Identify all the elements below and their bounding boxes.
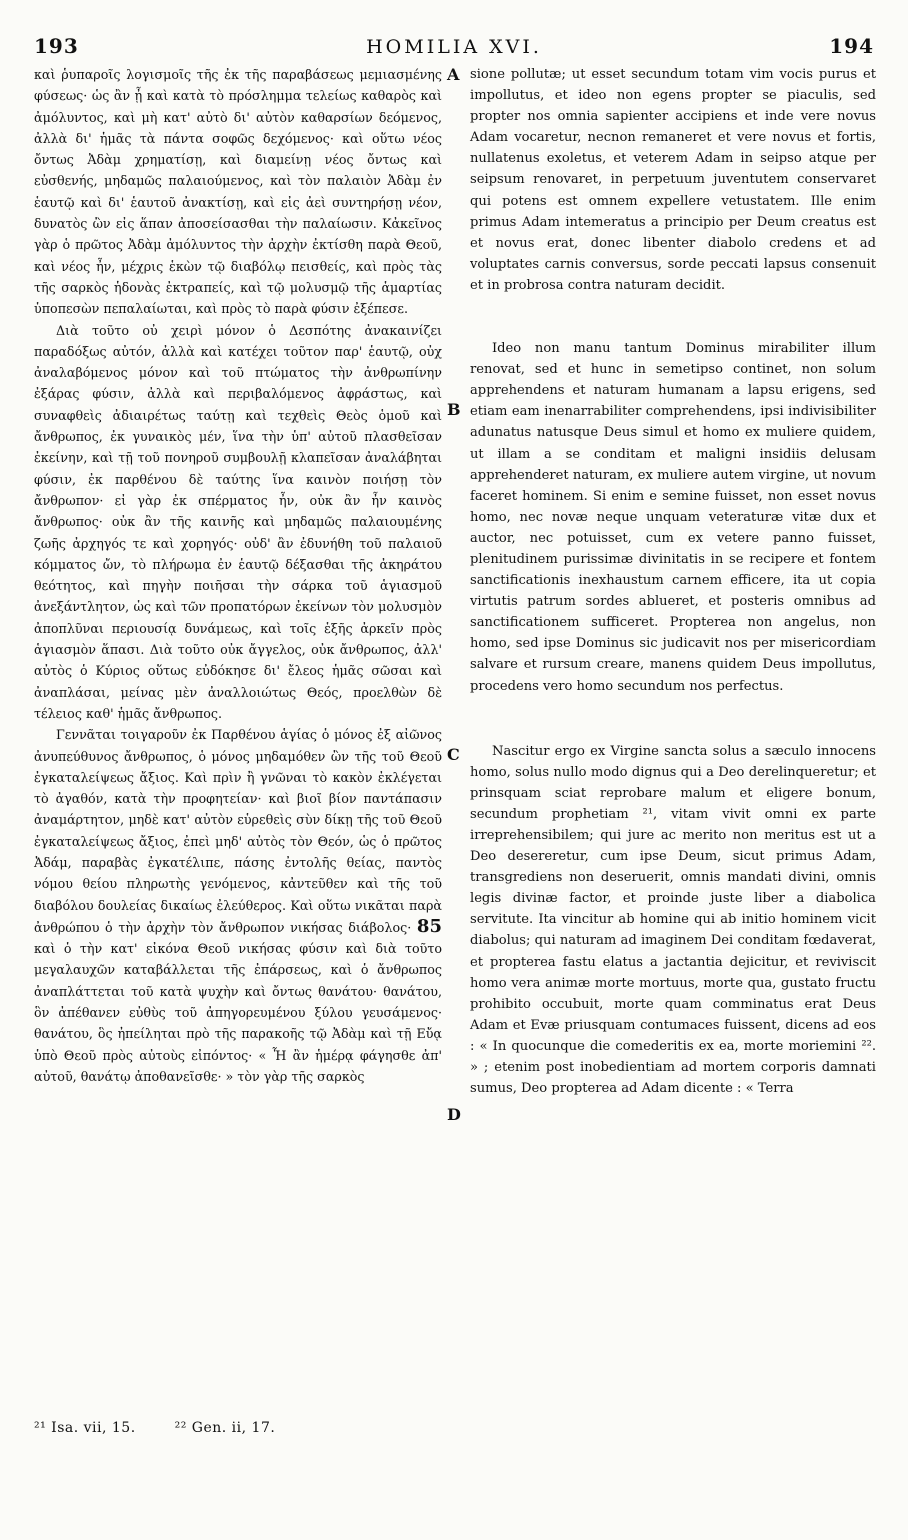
margin-letter-c: C <box>447 745 460 764</box>
column-number: 85 <box>416 915 442 937</box>
margin-letter-a: A <box>447 65 460 84</box>
greek-paragraph-3-part-a: Γεννᾶται τοιγαροῦν ἐκ Παρθένου ἁγίας ὁ μόνος ἐξ αἰῶνος ἀνυπεύθυνος ἄνθρωπος, ὁ μόνος μηδαμόθεν ὢν τῆς τοῦ Θεοῦ ἐγκαταλείψεως ἄξιος. Καὶ πρὶν ἢ γνῶναι τὸ κακὸν ἐκλέγεται τὸ ἀγαθόν, κατὰ τὴν προφητείαν· καὶ βιοῖ βίον παντάπασιν ἀναμάρτητον, μηδὲ κατ' αὐτὸν εὑρεθεὶς σὺν δίκῃ τῆς τοῦ Θεοῦ ἐγκαταλείψεως ἄξιος, ἐπεὶ μηδ' αὐτὸς τὸν Θεόν, ὡς ὁ πρῶτος Ἀδάμ, παραβὰς ἐγκατέλιπε, πάσης ἐντολῆς θείας, παντὸς νόμου θείου πληρωτὴς γενόμενος, κἀντεῦθεν καὶ τῆς τοῦ διαβόλου δουλείας δικαίως ἐλεύθερος. Καὶ οὕτω νικᾶται παρὰ ἀνθρώπου ὁ τὴν ἀρχὴν τὸν ἄνθρωπον νικήσας διάβολος· <box>34 727 442 935</box>
right-page-number: 194 <box>829 34 874 58</box>
footnote-21: ²¹ Isa. vii, 15. <box>34 1420 136 1436</box>
page-header <box>0 22 908 62</box>
latin-paragraph-1: sione pollutæ; ut esset secundum totam vim vocis purus et impollutus, et ideo non egens propter se piaculis, sed propter nos omnia sapienter accipiens et inde vere novus Adam vocaretur, necnon remaneret et vere novus et fortis, nullatenus exoletus, et veterem Adam in seipso atque per seipsum renovaret, in perpetuum juventutem conservaret qui potens est omnem expellere vetustatem. Ille enim primus Adam intemeratus a principio per Deum creatus est et novus erat, donec libenter diabolo credens et ad voluptates carnis conversus, sorde peccati lapsus consenuit et in probrosa contra naturam decidit. <box>470 67 876 293</box>
greek-paragraph-3 <box>34 724 442 1087</box>
latin-paragraph-3: Nascitur ergo ex Virgine sancta solus a sæculo innocens homo, solus nullo modo dignus qui a Deo derelinqueretur; et prinsquam sciat reprobare malum et eligere bonum, secundum prophetiam ²¹, vitam vivit omni ex parte irreprehensibilem; qui jure ac merito non meritus est ut a Deo desereretur, cum ipse Deum, sicut primus Adam, transgrediens non deseruerit, omnis mandati divini, omnis legis divinæ factor, et proinde juste liber a diabolica servitute. Ita vincitur ab homine qui ab initio hominem vicit diabolus; qui naturam ad imaginem Dei conditam fœdaverat, et propterea fastu elatus a jactantia dejicitur, et reviviscit homo vera animæ morte mortuus, morte qua, gustato fructu prohibito occubuit, morte quam comminatus erat Deus Adam et Evæ priusquam contumaces fuissent, dicens ad eos : « In quocunque die comederitis ex ea, morte moriemini ²². » ; etenim post inobedientiam ad mortem corporis damnati sumus, Deo propterea ad Adam dicente : « Terra <box>470 743 876 1097</box>
greek-paragraph-3-part-b: καὶ ὁ τὴν κατ' εἰκόνα Θεοῦ νικήσας φύσιν καὶ διὰ τοῦτο μεγαλαυχῶν καταβάλλεται τῆς ἐπάρσεως, καὶ ὁ ἄνθρωπος ἀναπλάττεται τοῦ κατὰ ψυχὴν καὶ ὄντως θανάτου· θανάτου, ὃν ἀπέθανεν εὐθὺς τοῦ ἀπηγορευμένου ξύλου γευσάμενος· θανάτου, ὃς ἠπείληται πρὸ τῆς παρακοῆς τῷ Ἀδὰμ καὶ τῇ Εὔᾳ ὑπὸ Θεοῦ πρὸς αὐτοὺς εἰπόντος· « Ἧ ἂν ἡμέρᾳ φάγησθε ἀπ' αὐτοῦ, θανάτῳ ἀποθανεῖσθε· » τὸν γὰρ τῆς σαρκὸς <box>34 941 442 1084</box>
margin-letter-b: B <box>447 400 461 419</box>
greek-column <box>34 64 442 1087</box>
running-title: HOMILIA XVI. <box>366 36 542 58</box>
latin-paragraph-2: Ideo non manu tantum Dominus mirabiliter illum renovat, sed et hunc in semetipso continet, non solum apprehendens et naturam humanam a lapsu erigens, sed etiam eam inenarrabiliter comprehendens, ipsi indivisibiliter adunatus natusque Deus simul et homo ex muliere quidem, ut illam a se conditam et maligni insidiis delusam apprehenderet naturam, ex muliere autem virgine, ut novum faceret hominem. Si enim e semine fuisset, non esset novus homo, nec novæ neque unquam veteraturæ vitæ dux et auctor, nec potuisset, cum ex vetere panno fuisset, plenitudinem purissimæ divinitatis in se recipere et fontem sanctificationis inexhaustum carnem efficere, ita ut copia virtutis patrum sordes ablueret, et posteris omnibus ad sanctificationem sufficeret. Propterea non angelus, non homo, sed ipse Dominus sic judicavit nos per misericordiam salvare et rursum creare, manens quidem Deus impollutus, procedens vero homo secundum nos perfectus. <box>470 341 876 694</box>
footnotes <box>34 1420 874 1436</box>
footnote-22: ²² Gen. ii, 17. <box>174 1420 276 1436</box>
latin-column <box>470 64 876 1111</box>
margin-letter-d: D <box>447 1105 461 1124</box>
greek-paragraph-1: καὶ ῥυπαροῖς λογισμοῖς τῆς ἐκ τῆς παραβάσεως μεμιασμένης φύσεως· ὡς ἂν ᾖ καὶ κατὰ τὸ πρόσλημμα τελείως καθαρὸς καὶ ἀμόλυντος, καὶ μὴ κατ' αὐτὸ δι' αὐτὸν καθαρσίων δεόμενος, ἀλλὰ δι' ἡμᾶς τὰ πάντα σοφῶς δεχόμενος· καὶ οὕτω νέος ὄντως Ἀδὰμ χρηματίσῃ, καὶ διαμείνῃ νέος ὄντως καὶ εὐσθενής, μηδαμῶς παλαιούμενος, καὶ τὸν παλαιὸν Ἀδὰμ ἐν ἑαυτῷ καὶ δι' ἑαυτοῦ ἀνακτίσῃ, καὶ εἰς ἀεὶ συντηρήσῃ νέον, δυνατὸς ὢν εἰς ἅπαν ἀποσείσασθαι τὴν παλαίωσιν. Κἀκεῖνος γὰρ ὁ πρῶτος Ἀδὰμ ἀμόλυντος τὴν ἀρχὴν ἐκτίσθη παρὰ Θεοῦ, καὶ νέος ἦν, μέχρις ἑκὼν τῷ διαβόλῳ πεισθείς, καὶ πρὸς τὰς τῆς σαρκὸς ἡδονὰς ἐκτραπείς, καὶ τῷ μολυσμῷ τῆς ἁμαρτίας ὑποπεσὼν πεπαλαίωται, καὶ πρὸς τὸ παρὰ φύσιν ἐξέπεσε. <box>34 67 442 317</box>
greek-paragraph-2: Διὰ τοῦτο οὐ χειρὶ μόνον ὁ Δεσπότης ἀνακαινίζει παραδόξως αὐτόν, ἀλλὰ καὶ κατέχει τοῦτον παρ' ἑαυτῷ, οὐχ ἀναλαβόμενος μόνον καὶ τοῦ πτώματος τὴν ἀνθρωπίνην ἐξάρας φύσιν, ἀλλὰ καὶ περιβαλόμενος ἀφράστως, καὶ συναφθεὶς ἀδιαιρέτως ταύτῃ καὶ τεχθεὶς Θεὸς ὁμοῦ καὶ ἄνθρωπος, ἐκ γυναικὸς μέν, ἵνα τὴν ὑπ' αὐτοῦ πλασθεῖσαν ἐκείνην, καὶ τῇ τοῦ πονηροῦ συμβουλῇ κλαπεῖσαν ἀναλάβηται φύσιν, ἐκ παρθένου δὲ ταύτης ἵνα καινὸν ποιήσῃ τὸν ἄνθρωπον· εἰ γὰρ ἐκ σπέρματος ἦν, οὐκ ἂν ἦν καινὸς ἄνθρωπος· οὐκ ἂν τῆς καινῆς καὶ μηδαμῶς παλαιουμένης ζωῆς ἀρχηγός τε καὶ χορηγός· οὐδ' ἂν ἐδυνήθη τοῦ παλαιοῦ κόμματος ὤν, τὸ πλήρωμα ἐν ἑαυτῷ δέξασθαι τῆς ἀκηράτου θεότητος, καὶ πηγὴν ποιῆσαι τὴν σάρκα τοῦ ἁγιασμοῦ ἀνεξάντλητον, ὡς καὶ τῶν προπατόρων ἐκείνων τὸν μολυσμὸν ἀποπλῦναι περιουσίᾳ δυνάμεως, καὶ τοῖς ἑξῆς ἀρκεῖν πρὸς ἁγιασμὸν ἅπασι. Διὰ τοῦτο οὐκ ἄγγελος, οὐκ ἄνθρωπος, ἀλλ' αὐτὸς ὁ Κύριος οὕτως εὐδόκησε δι' ἔλεος ἡμᾶς σῶσαι καὶ ἀναπλάσαι, μείνας μὲν ἀναλλοιώτως Θεός, προελθὼν δὲ τέλειος καθ' ἡμᾶς ἄνθρωπος. <box>34 322 442 721</box>
left-page-number: 193 <box>34 34 79 58</box>
